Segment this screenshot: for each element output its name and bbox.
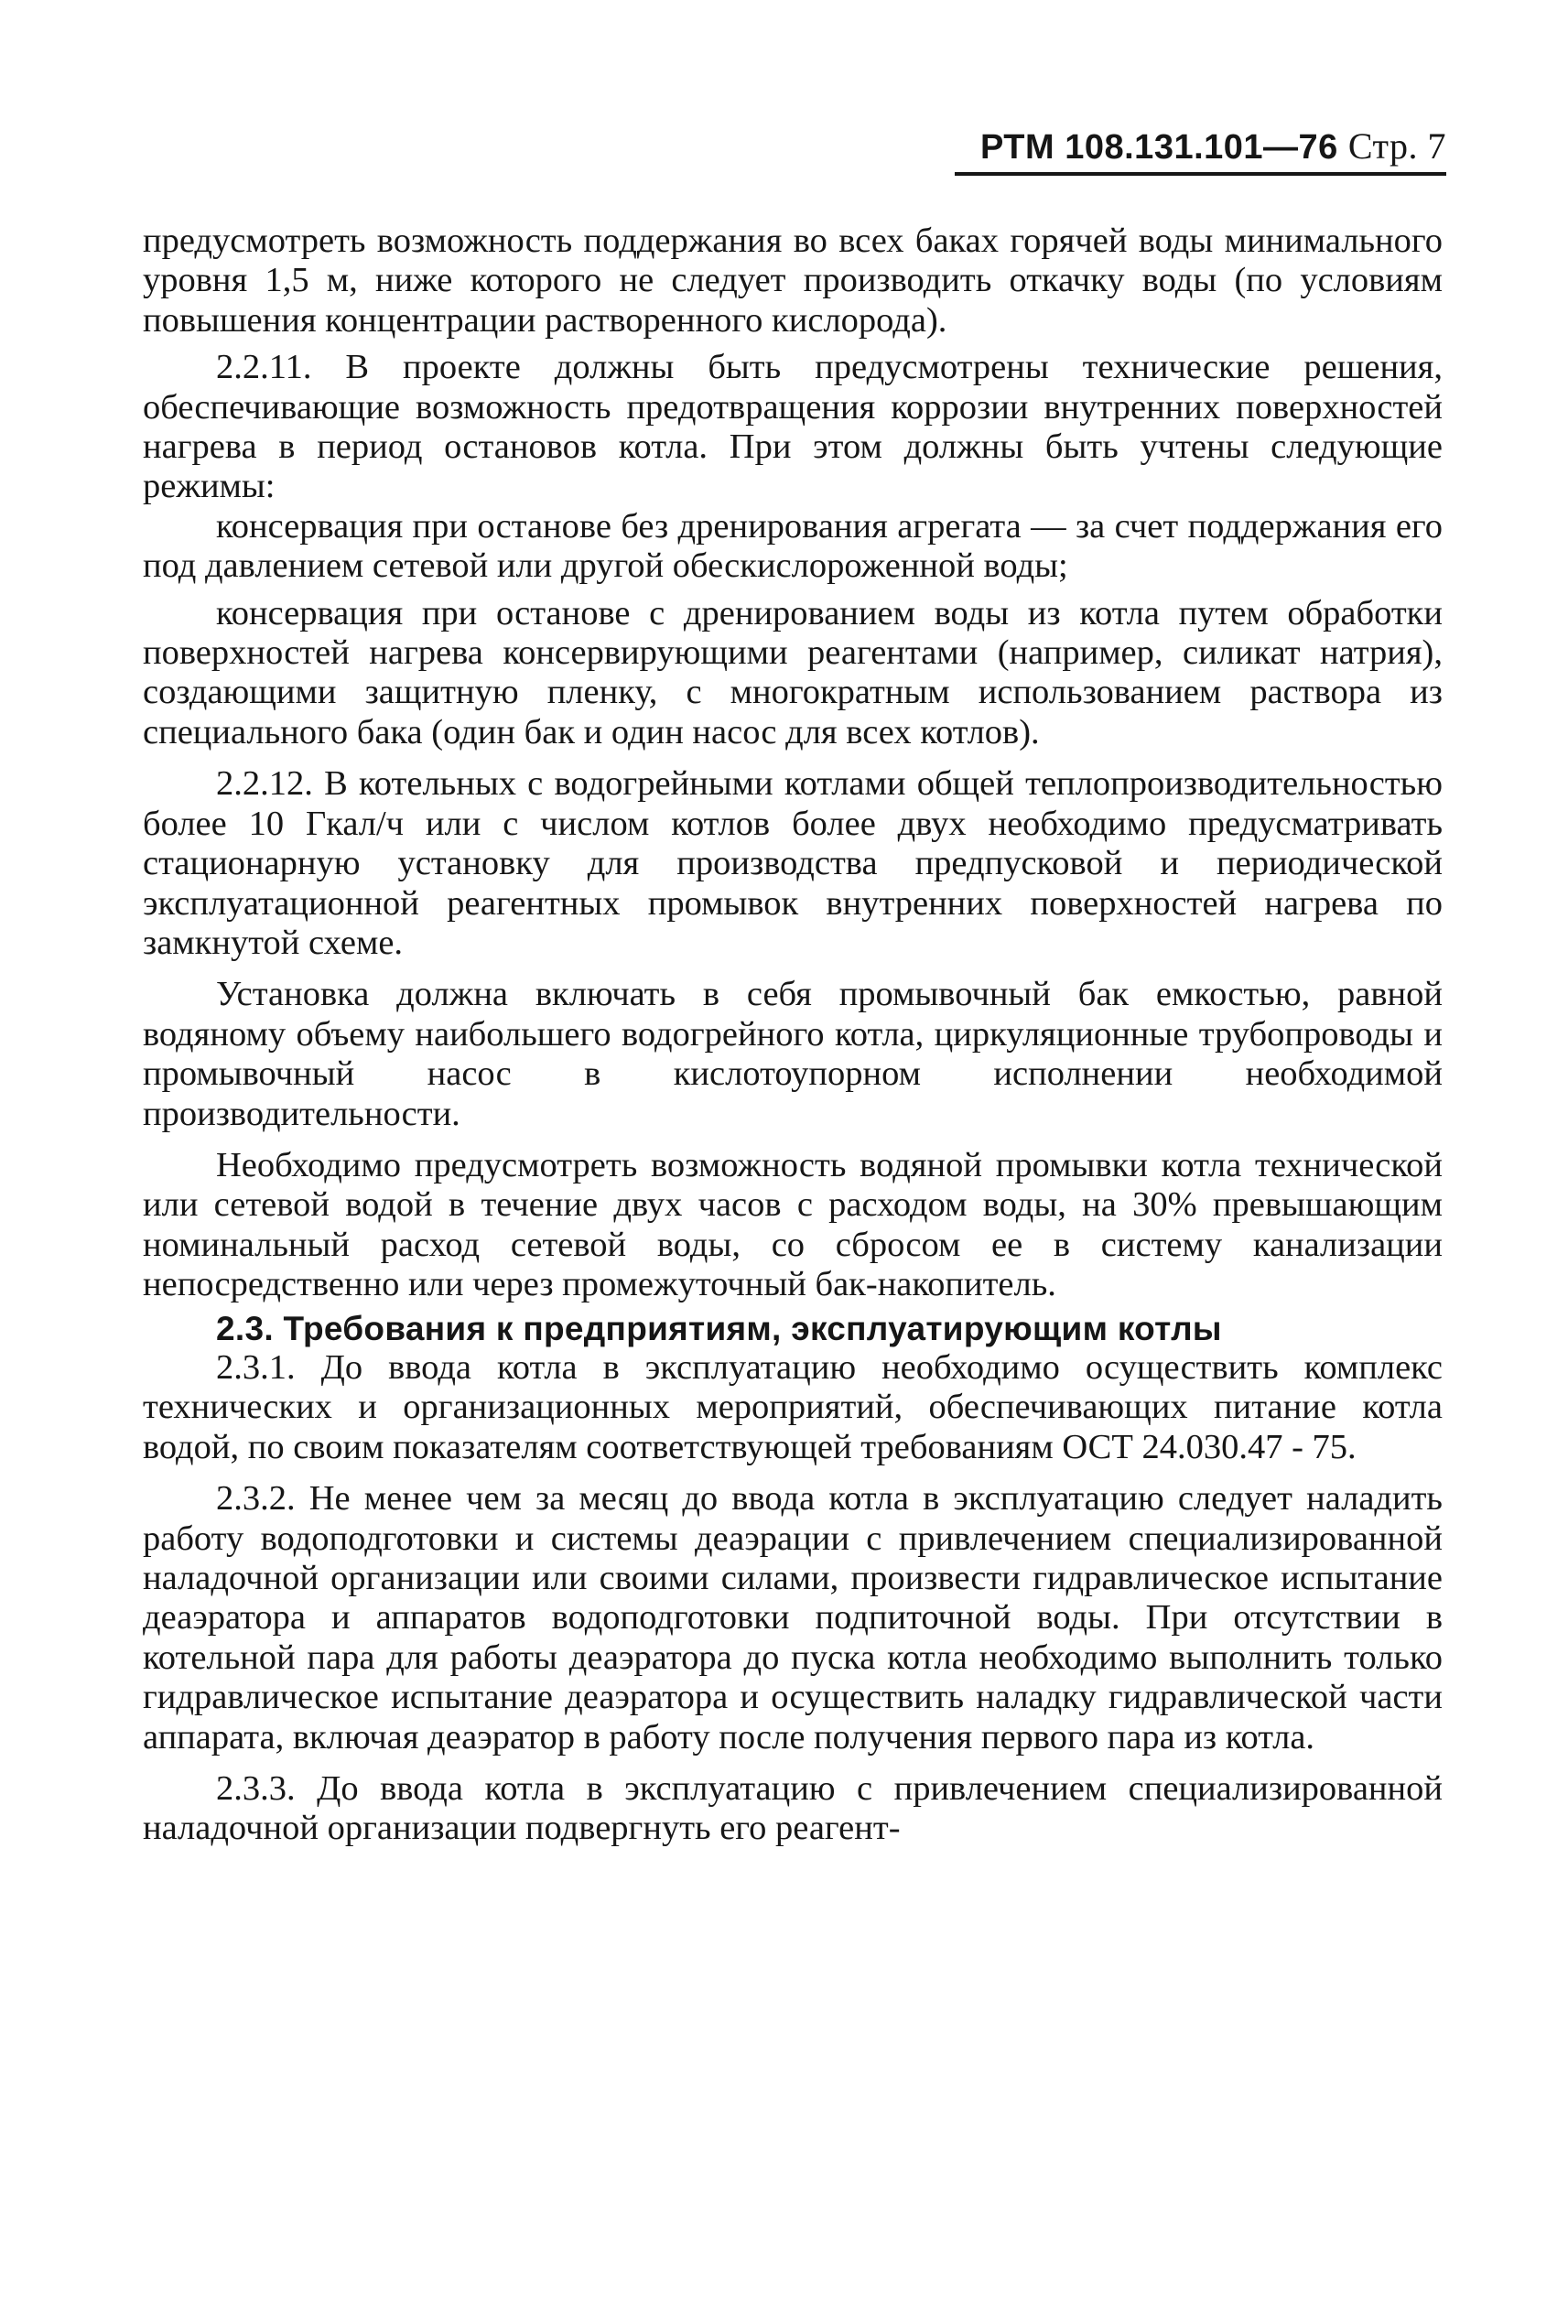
clause-2-2-11: 2.2.11. В проекте должны быть предусмотрены технические решения, обеспечивающие возможность предотвращения коррозии внутренних поверхностей нагрева в период остановов котла. При этом должны быть учтены следующие режимы: [143,348,1443,506]
paragraph-installation: Установка должна включать в себя промывочный бак емкостью, равной водяному объему наибольшего водогрейного котла, циркуляционные трубопроводы и промывочный насос в кислотоупорном исполнении необходимой производительности. [143,975,1443,1133]
list-item-conservation-with-drain: консервация при останове с дренированием воды из котла путем обработки поверхностей нагрева консервирующими реагентами (например, силикат натрия), создающими защитную пленку, с многократным использованием раствора из специального бака (один бак и один насос для всех котлов). [143,593,1443,751]
clause-2-3-3: 2.3.3. До ввода котла в эксплуатацию с привлечением специализированной наладочной организации подвергнуть его реагент- [143,1769,1443,1848]
page-number: Стр. 7 [1347,125,1446,167]
paragraph-water-flushing: Необходимо предусмотреть возможность водяной промывки котла технической или сетевой водой в течение двух часов с расходом воды, на 30% превышающим номинальный расход сетевой воды, со сбросом ее в систему канализации непосредственно или через промежуточный бак-накопитель. [143,1145,1443,1304]
section-heading-2-3: 2.3. Требования к предприятиям, эксплуатирующим котлы [216,1309,1222,1347]
clause-2-3-2: 2.3.2. Не менее чем за месяц до ввода котла в эксплуатацию следует наладить работу водоподготовки и системы деаэрации с привлечением специализированной наладочной организации или своими силами, произвести гидравлическое испытание деаэратора и аппаратов водоподготовки подпиточной воды. При отсутствии в котельной пара для работы деаэратора до пуска котла необходимо выполнить только гидравлическое испытание деаэратора и осуществить наладку гидравлической части аппарата, включая деаэратор в работу после получения первого пара из котла. [143,1479,1443,1757]
page-header [952,124,1446,168]
header-underline [955,172,1446,176]
document-body [143,222,1443,1849]
document-code: РТМ 108.131.101—76 [979,128,1338,167]
clause-2-2-12: 2.2.12. В котельных с водогрейными котлами общей теплопроизводительностью более 10 Гкал/ч или с числом котлов более двух необходимо предусматривать стационарную установку для производства предпусковой и периодической эксплуатационной реагентных промывок внутренних поверхностей нагрева по замкнутой схеме. [143,764,1443,962]
clause-2-3-1: 2.3.1. До ввода котла в эксплуатацию необходимо осуществить комплекс технических и организационных мероприятий, обеспечивающих питание котла водой, по своим показателям соответствующей требованиям ОСТ 24.030.47 - 75. [143,1347,1443,1466]
list-item-conservation-without-drain: консервация при останове без дренирования агрегата — за счет поддержания его под давлением сетевой или другой обескислороженной воды; [143,506,1443,586]
paragraph-continuation: предусмотреть возможность поддержания во всех баках горячей воды минимального уровня 1,5 м, ниже которого не следует производить откачку воды (по условиям повышения концентрации растворенного кислорода). [143,222,1443,340]
